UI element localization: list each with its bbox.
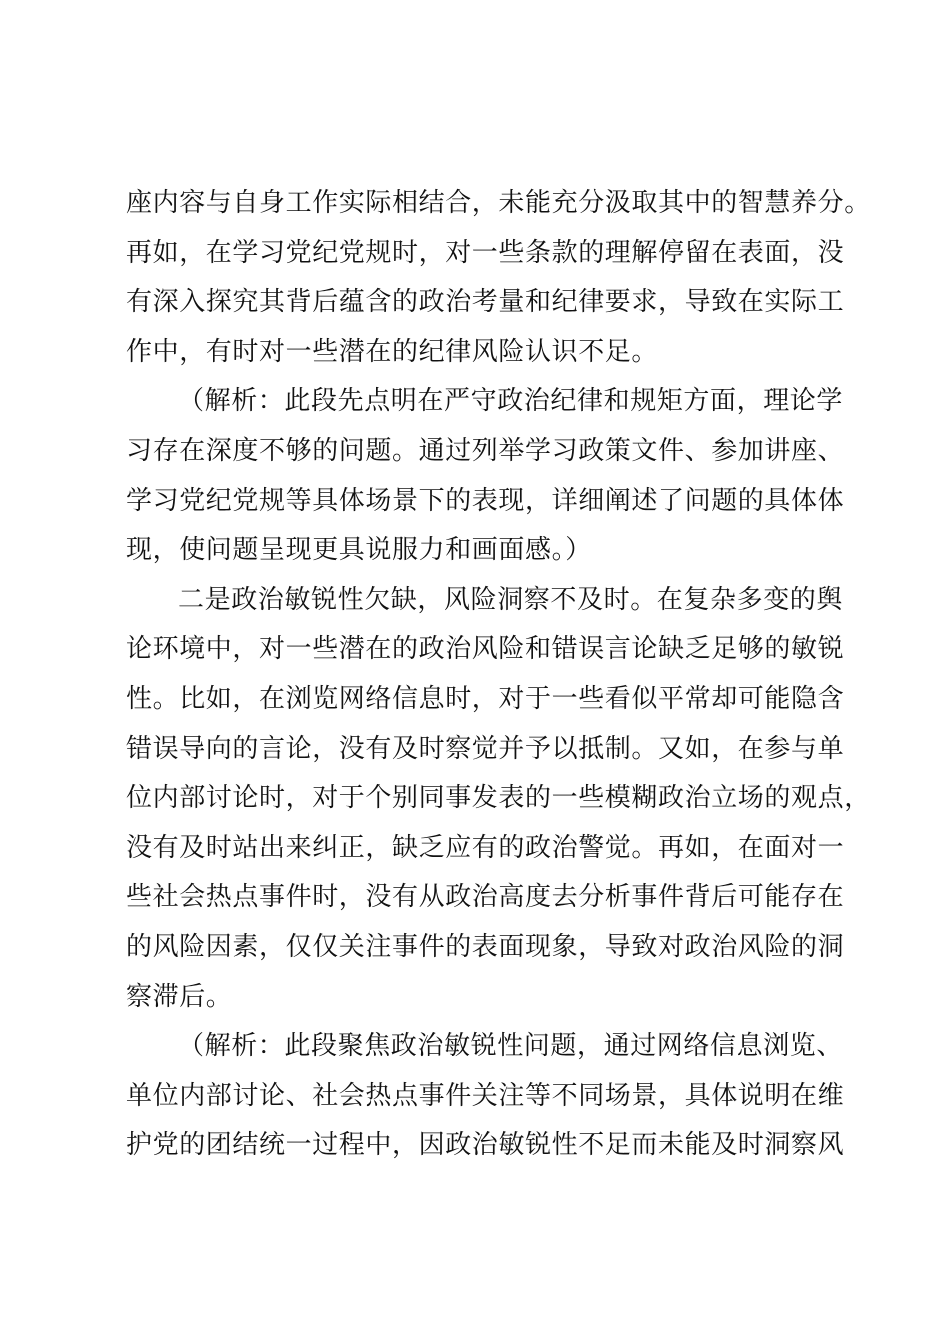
analysis-paragraph-1-first-line: （解析：此段先点明在严守政治纪律和规矩方面，理论学 xyxy=(178,386,844,417)
text-line: 学习党纪党规等具体场景下的表现，详细阐述了问题的具体体 xyxy=(126,485,845,516)
text-line: 作中，有时对一些潜在的纪律风险认识不足。 xyxy=(126,336,659,367)
text-line: 论环境中，对一些潜在的政治风险和错误言论缺乏足够的敏锐 xyxy=(126,634,845,665)
text-line: 错误导向的言论，没有及时察觉并予以抵制。又如，在参与单 xyxy=(126,733,845,764)
text-line: 单位内部讨论、社会热点事件关注等不同场景，具体说明在维 xyxy=(126,1080,845,1111)
text-line: 察滞后。 xyxy=(126,981,233,1012)
text-line: 的风险因素，仅仅关注事件的表面现象，导致对政治风险的洞 xyxy=(126,931,845,962)
text-line: 性。比如，在浏览网络信息时，对于一些看似平常却可能隐含 xyxy=(126,683,845,714)
text-line: 护党的团结统一过程中，因政治敏锐性不足而未能及时洞察风 xyxy=(126,1130,845,1161)
document-body xyxy=(126,179,871,1171)
text-line: 座内容与自身工作实际相结合，未能充分汲取其中的智慧养分。 xyxy=(126,188,871,218)
text-line: 现，使问题呈现更具说服力和画面感。） xyxy=(126,535,592,566)
text-line: 没有及时站出来纠正，缺乏应有的政治警觉。再如，在面对一 xyxy=(126,832,845,863)
text-line: 再如，在学习党纪党规时，对一些条款的理解停留在表面，没 xyxy=(126,237,845,268)
section-two-heading-line: 二是政治敏锐性欠缺，风险洞察不及时。在复杂多变的舆 xyxy=(178,584,844,615)
text-line: 有深入探究其背后蕴含的政治考量和纪律要求，导致在实际工 xyxy=(126,287,845,318)
text-line: 些社会热点事件时，没有从政治高度去分析事件背后可能存在 xyxy=(126,882,845,913)
analysis-paragraph-2-first-line: （解析：此段聚焦政治敏锐性问题，通过网络信息浏览、 xyxy=(178,1031,844,1062)
text-line: 位内部讨论时，对于个别同事发表的一些模糊政治立场的观点， xyxy=(126,783,871,814)
text-line: 习存在深度不够的问题。通过列举学习政策文件、参加讲座、 xyxy=(126,435,845,466)
